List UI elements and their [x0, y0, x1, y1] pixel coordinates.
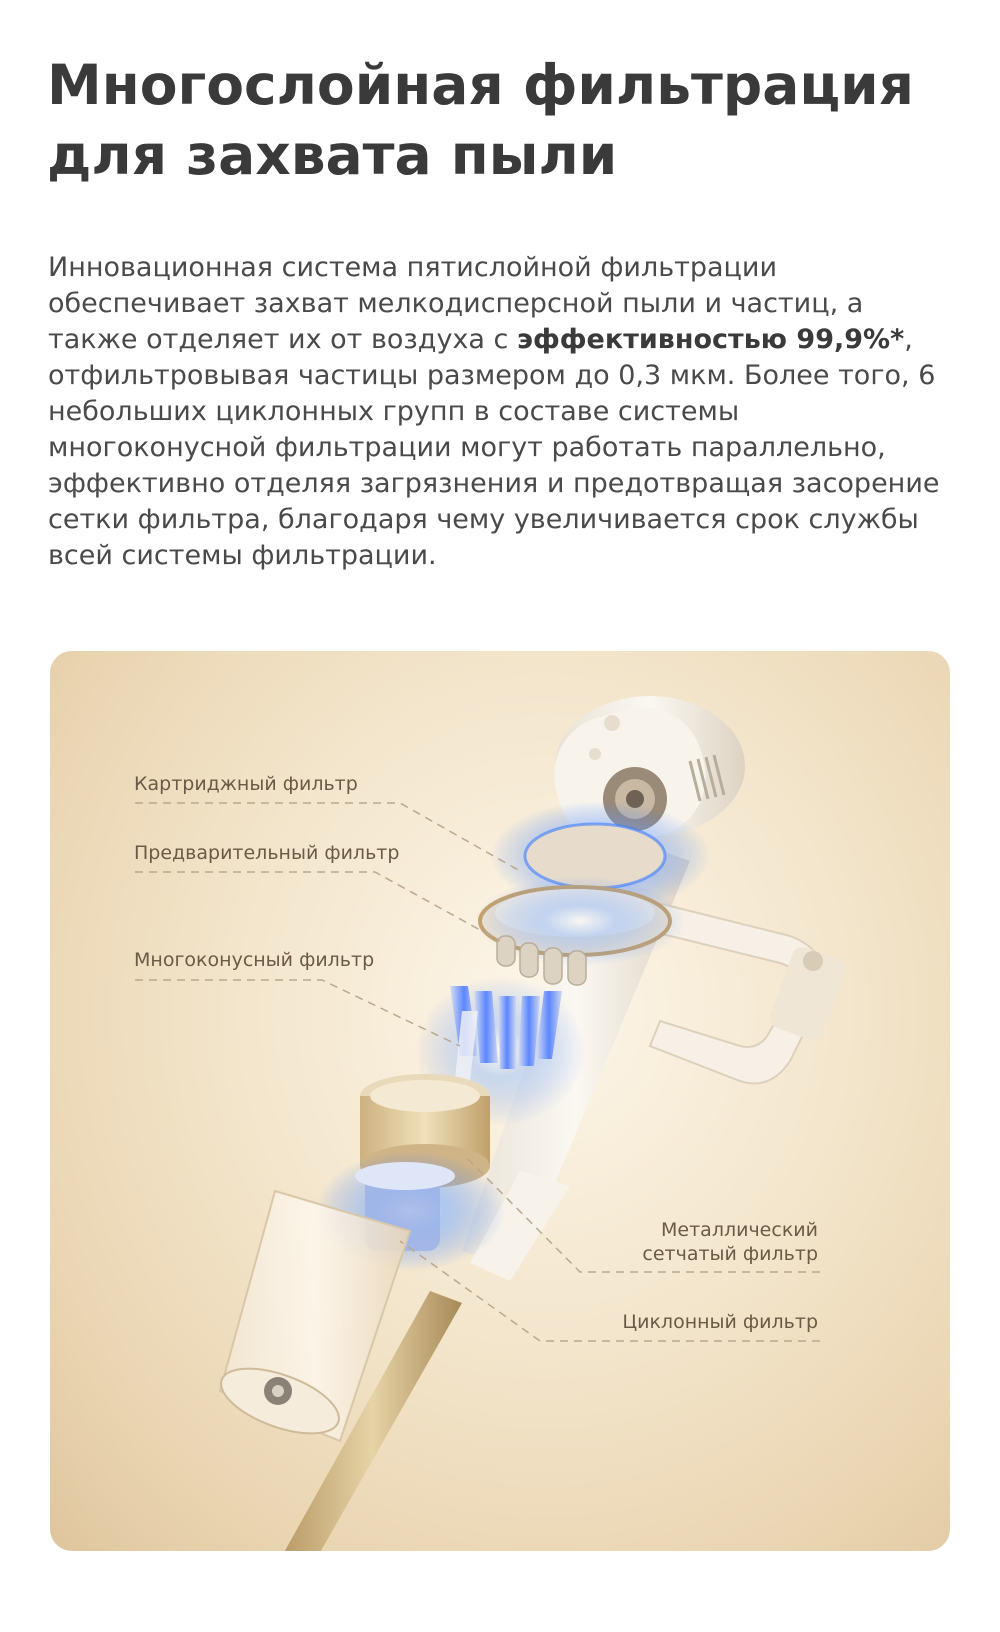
- description-line: [48, 322, 978, 358]
- page-title-line-1: Многослойная фильтрация: [47, 53, 914, 117]
- description-line: многоконусной фильтрации могут работать параллельно,: [48, 432, 886, 463]
- description-line: эффективно отделяя загрязнения и предотвращая засорение: [48, 468, 940, 499]
- label-pre-filter: Предварительный фильтр: [134, 842, 400, 864]
- label-cyclone-filter: Циклонный фильтр: [622, 1311, 818, 1333]
- label-multi-cone-filter: Многоконусный фильтр: [134, 949, 375, 971]
- description-line: небольших циклонных групп в составе системы: [48, 396, 740, 427]
- description-line: обеспечивает захват мелкодисперсной пыли и частиц, а: [48, 288, 864, 319]
- leader-line-prefilter: [135, 872, 500, 941]
- description-line: всей системы фильтрации.: [48, 540, 437, 571]
- description-line: Инновационная система пятислойной фильтрации: [48, 252, 777, 283]
- description-line: сетки фильтра, благодаря чему увеличивается срок службы: [48, 504, 919, 535]
- efficiency-highlight: эффективностью 99,9%*: [516, 324, 905, 355]
- leader-line-multicone: [135, 980, 460, 1046]
- page-title-line-2: для захвата пыли: [47, 123, 618, 187]
- label-metal-mesh-filter: [642, 1218, 818, 1266]
- label-metal-line-2: сетчатый фильтр: [642, 1243, 818, 1265]
- description-text: ,: [904, 324, 913, 355]
- pre-filter: [475, 876, 685, 985]
- description-line: отфильтровывая частицы размером до 0,3 мкм. Более того, 6: [48, 360, 936, 391]
- page-title: [47, 50, 967, 190]
- label-metal-line-1: Металлический: [661, 1219, 818, 1241]
- vacuum-exploded-view-image: [50, 651, 950, 1551]
- description-text: также отделяет их от воздуха с: [48, 324, 517, 355]
- description-paragraph: [48, 250, 978, 574]
- label-cartridge-filter: Картриджный фильтр: [134, 773, 358, 795]
